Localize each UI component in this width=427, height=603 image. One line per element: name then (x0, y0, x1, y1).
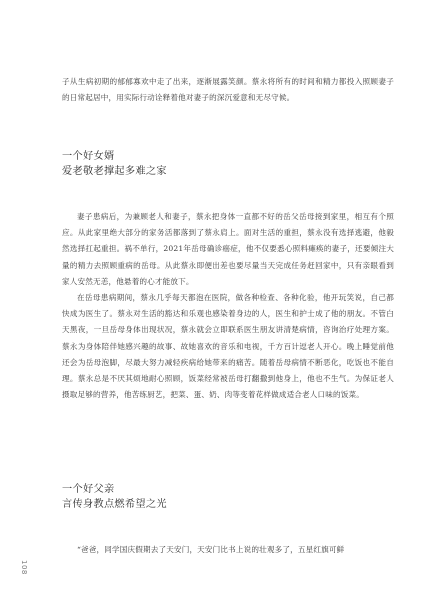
intro-paragraph (62, 74, 394, 106)
body-paragraph: “爸爸，同学国庆假期去了天安门，天安门比书上说的壮观多了，五星红旗可鲜 (77, 545, 345, 554)
section-heading-father (62, 482, 394, 512)
body-paragraph: 妻子患病后，为兼顾老人和妻子，蔡永把身体一直都不好的岳父岳母接到家里，相互有个照应。从此家里绝大部分的家务活都落到了蔡永肩上。面对生活的重担，蔡永没有选择逃避，他毅然选择扛起重担。祸不单行，2021年岳母确诊癌症，他不仅要悉心照料瘫痪的妻子，还要倾注大量的精力去照顾重病的岳母。从此蔡永即便出差也要尽量当天完成任务赶回家中，只有亲眼看到家人安然无恙，他悬着的心才能放下。 (62, 212, 394, 286)
section-body-son-in-law (62, 209, 394, 403)
body-paragraph: 子从生病初期的郁郁寡欢中走了出来，逐渐展露笑颜。蔡永将所有的时间和精力都投入照顾妻子的日常起居中，用实际行动诠释着他对妻子的深沉爱意和无尽守候。 (62, 77, 394, 103)
section-title-line1: 一个好父亲 (62, 484, 115, 495)
section-title-line1: 一个好女婿 (62, 151, 115, 162)
section-title-line2: 爱老敬老撑起多难之家 (62, 166, 167, 177)
section-body-father (62, 542, 394, 558)
section-heading-son-in-law (62, 149, 394, 179)
body-paragraph: 在岳母患病期间，蔡永几乎每天都泡在医院，做各种检查、各种化验，他开玩笑说，自己都快成为医生了。蔡永对生活的豁达和乐观也感染着身边的人，医生和护士成了他的朋友。不管白天黑夜，一旦岳母身体出现状况，蔡永就会立即联系医生朋友讲清楚病情，咨询治疗处理方案。蔡永为身体陪伴她感兴趣的故事、故她喜欢的音乐和电视，千方百计逗老人开心。晚上睡觉前他还会为岳母泡脚，尽最大努力减轻疾病给她带来的痛苦。随着岳母病情不断恶化，吃饭也不能自理。蔡永总是不厌其烦地耐心照顾，饭菜经常被岳母打翻撒到他身上，他也不生气。为保证老人摄取足够的营养，他苦练厨艺，把菜、蛋、奶、肉等变着花样做成适合老人口味的饭菜。 (62, 293, 394, 400)
page-number: 108 (20, 560, 28, 575)
section-title-line2: 言传身教点燃希望之光 (62, 499, 167, 510)
